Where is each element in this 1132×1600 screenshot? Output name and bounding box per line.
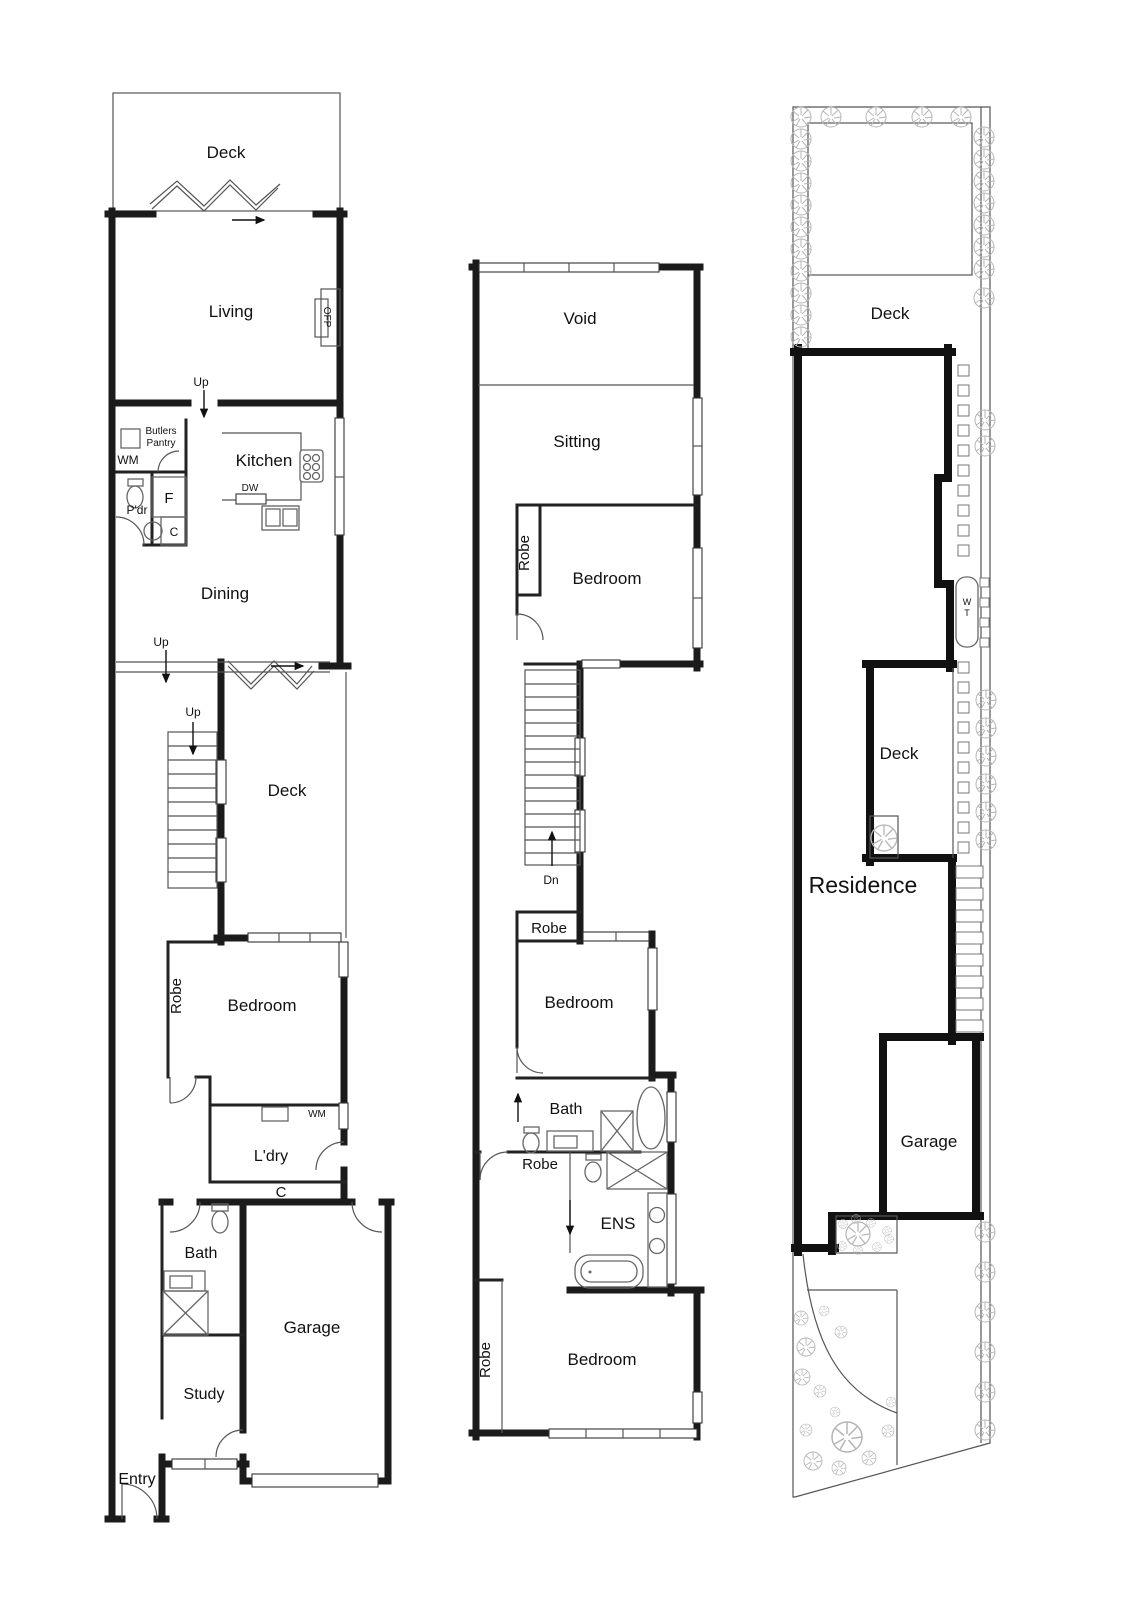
label-butlers-pantry: Pantry: [146, 438, 176, 449]
toilet-icon: [523, 1127, 539, 1153]
toilet-icon: [585, 1154, 601, 1182]
room-label-sitting: Sitting: [553, 432, 601, 451]
kitchen-bench: [222, 433, 323, 530]
vanity-icon: [547, 1131, 593, 1151]
label-up: Up: [185, 705, 201, 719]
bathtub-icon: [575, 1255, 643, 1288]
room-label-bedroom: Bedroom: [567, 1350, 637, 1369]
room-label-bedroom: Bedroom: [572, 569, 642, 588]
label-dn: Dn: [543, 873, 559, 887]
label-cupboard: C: [169, 525, 179, 539]
label-fridge: F: [164, 490, 174, 507]
label-robe: Robe: [477, 1342, 494, 1378]
first-floor-plan: [472, 263, 702, 1438]
ground-interior-walls: [116, 420, 346, 1418]
rear-garden: [808, 123, 972, 275]
room-label-entry: Entry: [118, 1471, 156, 1488]
garage-door: [252, 1474, 378, 1487]
room-label-kitchen: Kitchen: [235, 451, 293, 470]
label-robe: Robe: [168, 978, 185, 1014]
room-label-deck: Deck: [267, 781, 307, 800]
label-up: Up: [153, 635, 169, 649]
label-water-tank: T: [964, 608, 970, 618]
sink-icon: [283, 509, 297, 526]
planter-box: [870, 816, 898, 858]
label-robe: Robe: [531, 920, 567, 937]
site-label-garage: Garage: [900, 1132, 958, 1151]
room-label-pdr: P'dr: [126, 503, 148, 517]
dishwasher-icon: [236, 494, 266, 504]
room-label-dining: Dining: [200, 584, 250, 603]
ground-walls: [108, 211, 391, 1519]
vanity-icon: [164, 1271, 205, 1291]
residence-walls: [794, 348, 980, 1252]
room-label-bedroom: Bedroom: [227, 996, 297, 1015]
room-label-deck: Deck: [206, 143, 246, 162]
shower-icon: [601, 1111, 633, 1151]
shower-icon: [607, 1152, 667, 1189]
room-label-ens: ENS: [600, 1214, 636, 1233]
label-robe: Robe: [522, 1156, 558, 1173]
label-butlers-pantry: Butlers: [145, 426, 177, 437]
bathtub-icon: [637, 1087, 665, 1149]
site-label-residence: Residence: [808, 872, 918, 898]
site-label-deck: Deck: [870, 304, 910, 323]
label-robe: Robe: [516, 535, 533, 571]
shower-icon: [163, 1291, 208, 1335]
laundry-trough-icon: [262, 1107, 288, 1121]
room-label-living: Living: [208, 302, 254, 321]
label-dw: DW: [241, 483, 259, 494]
cooktop-icon: [300, 450, 323, 482]
ground-windows: [169, 418, 378, 1487]
bifold-door-icon: [228, 661, 314, 689]
sink-icon: [266, 509, 280, 526]
label-ofp: OFP: [321, 306, 332, 328]
washing-machine-icon: [121, 429, 140, 448]
room-label-ldry: L'dry: [253, 1148, 289, 1165]
label-cupboard: C: [275, 1184, 287, 1201]
bifold-door-icon: [150, 180, 280, 211]
label-water-tank: W: [962, 597, 972, 607]
label-wm: WM: [117, 453, 139, 467]
site-plan: [791, 107, 996, 1497]
room-label-bath: Bath: [184, 1245, 218, 1262]
room-label-bath: Bath: [549, 1101, 583, 1118]
ground-stairs: [168, 732, 217, 888]
room-label-bedroom: Bedroom: [544, 993, 614, 1012]
first-doors: [480, 614, 543, 1180]
room-label-void: Void: [563, 309, 597, 328]
label-wm: WM: [308, 1109, 326, 1120]
toilet-icon: [212, 1204, 228, 1233]
vanity-icon: [648, 1193, 667, 1287]
first-interior-walls: [476, 385, 696, 1433]
site-label-deck: Deck: [879, 744, 919, 763]
label-up: Up: [193, 375, 209, 389]
room-label-garage: Garage: [283, 1318, 341, 1337]
room-label-study: Study: [183, 1386, 225, 1403]
ground-floor-plan: [108, 93, 391, 1519]
